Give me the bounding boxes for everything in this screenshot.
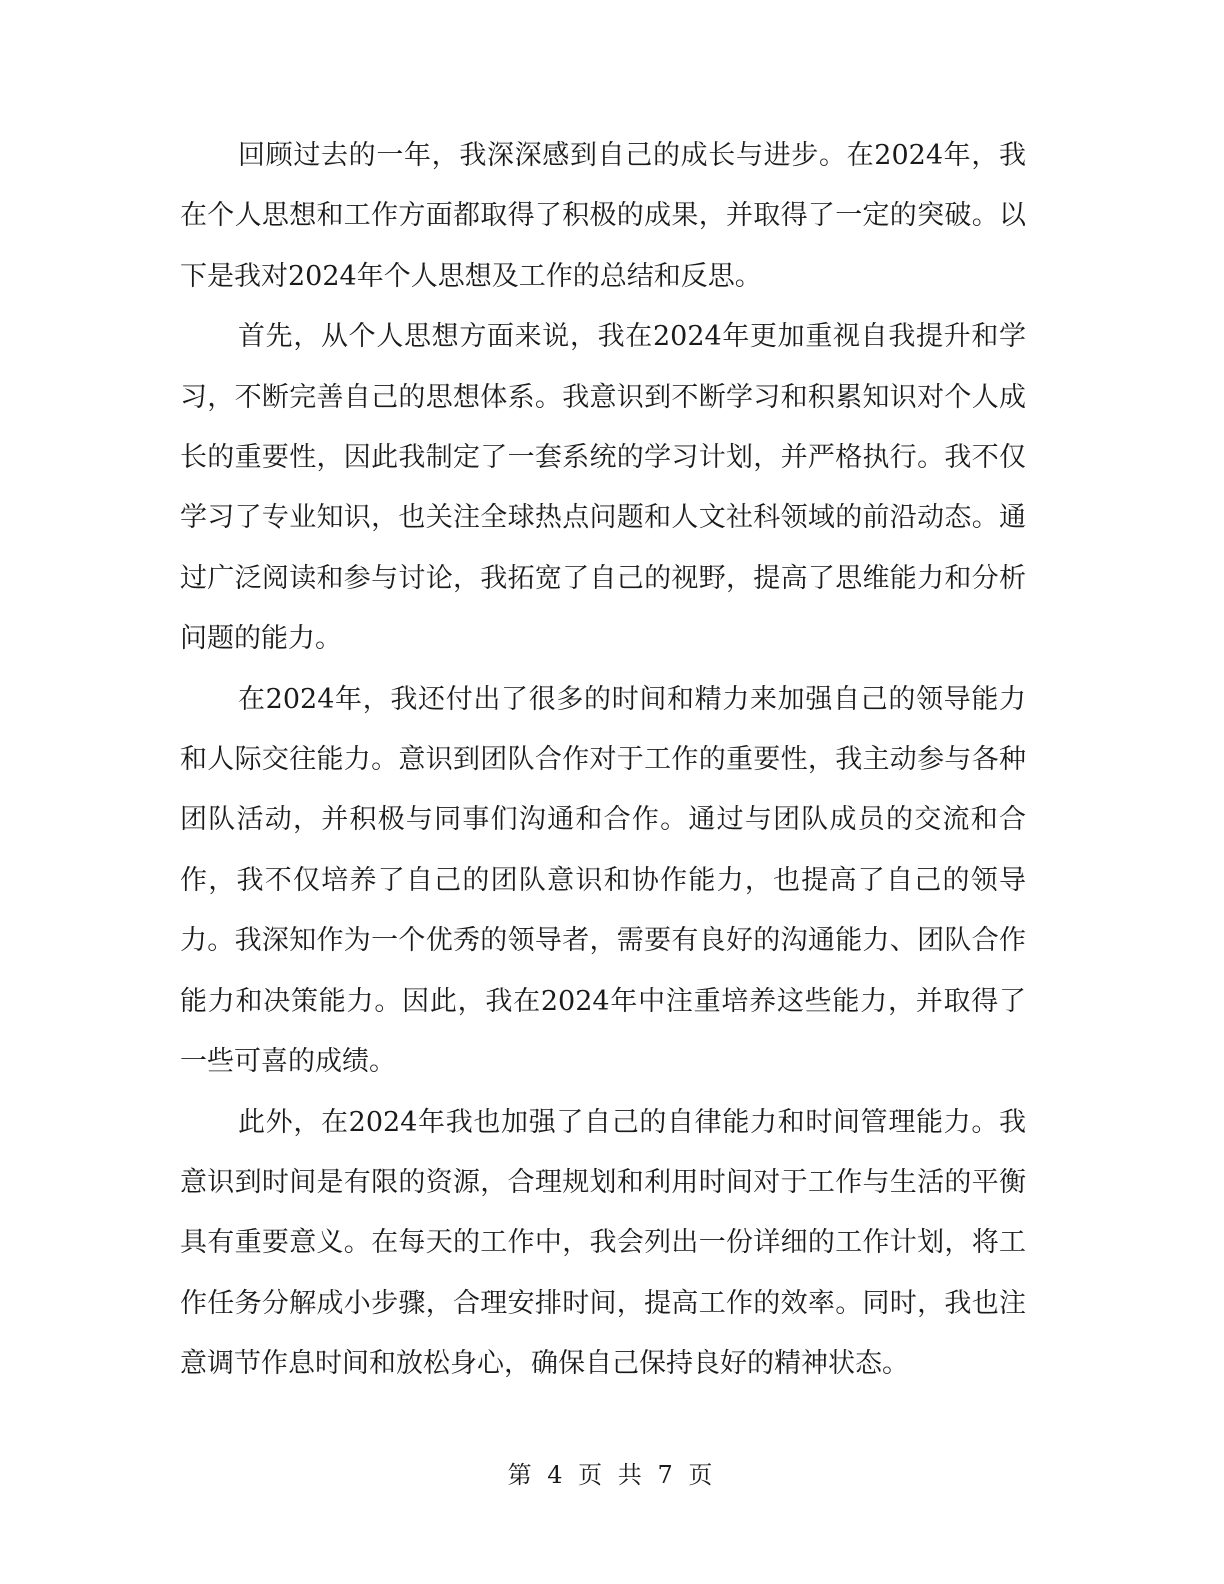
paragraph-1: 回顾过去的一年，我深深感到自己的成长与进步。在2024年，我在个人思想和工作方面都取得了积极的成果，并取得了一定的突破。以下是我对2024年个人思想及工作的总结和反思。: [180, 140, 1026, 292]
document-body: [180, 126, 1026, 1395]
paragraph-2: 首先，从个人思想方面来说，我在2024年更加重视自我提升和学习，不断完善自己的思想体系。我意识到不断学习和积累知识对个人成长的重要性，因此我制定了一套系统的学习计划，并严格执行。我不仅学习了专业知识，也关注全球热点问题和人文社科领域的前沿动态。通过广泛阅读和参与讨论，我拓宽了自己的视野，提高了思维能力和分析问题的能力。: [180, 321, 1026, 655]
paragraph-4: 此外，在2024年我也加强了自己的自律能力和时间管理能力。我意识到时间是有限的资源，合理规划和利用时间对于工作与生活的平衡具有重要意义。在每天的工作中，我会列出一份详细的工作计划，将工作任务分解成小步骤，合理安排时间，提高工作的效率。同时，我也注意调节作息时间和放松身心，确保自己保持良好的精神状态。: [180, 1106, 1026, 1380]
paragraph-3: 在2024年，我还付出了很多的时间和精力来加强自己的领导能力和人际交往能力。意识到团队合作对于工作的重要性，我主动参与各种团队活动，并积极与同事们沟通和合作。通过与团队成员的交流和合作，我不仅培养了自己的团队意识和协作能力，也提高了自己的领导力。我深知作为一个优秀的领导者，需要有良好的沟通能力、团队合作能力和决策能力。因此，我在2024年中注重培养这些能力，并取得了一些可喜的成绩。: [180, 683, 1026, 1078]
page-number-footer: 第 4 页 共 7 页: [507, 1461, 717, 1489]
